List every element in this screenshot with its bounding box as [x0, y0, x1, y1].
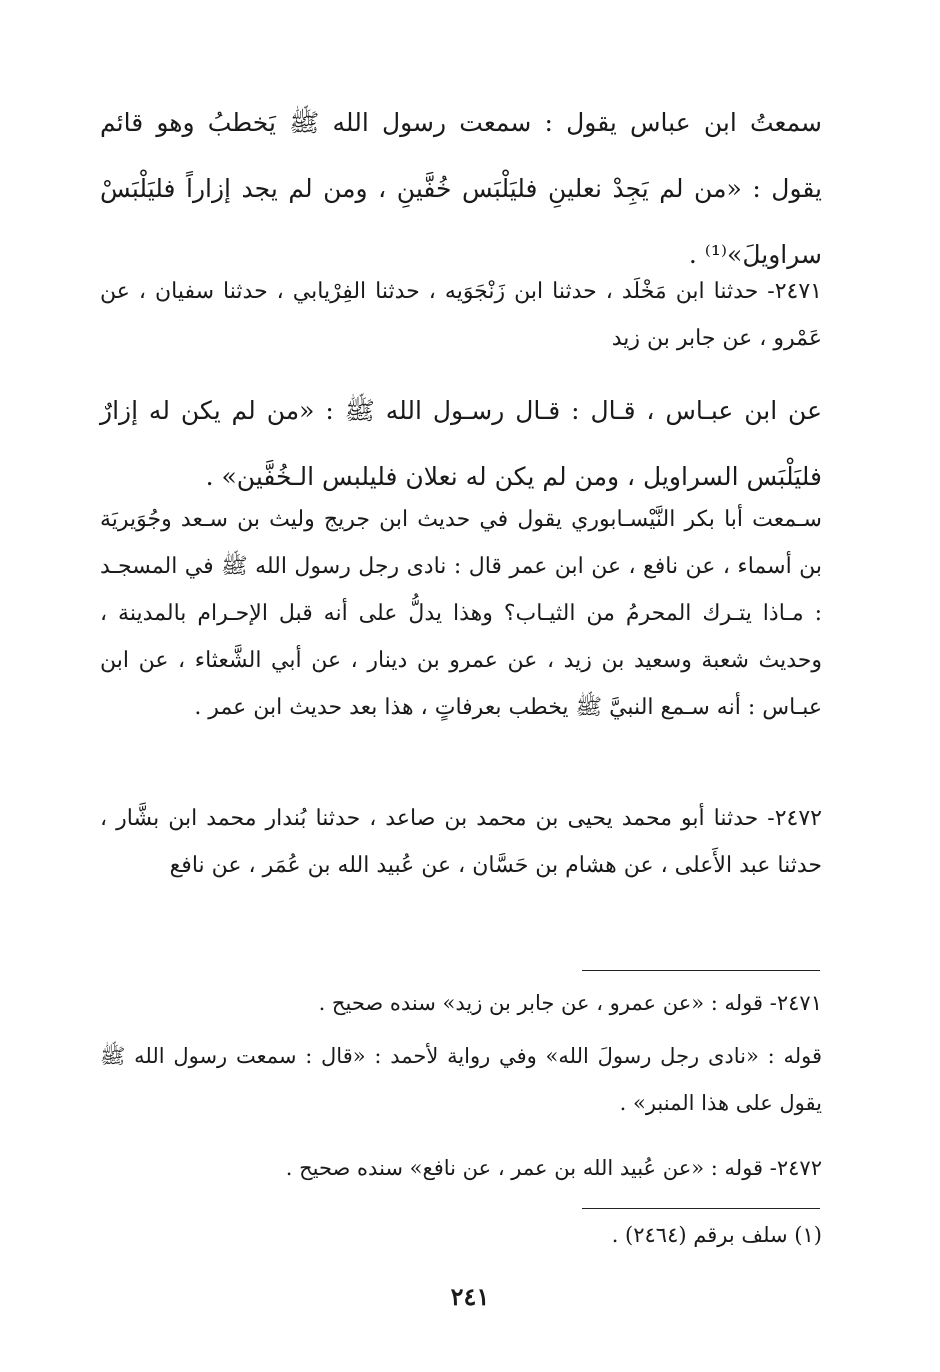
- paragraph-isnad-2471: ٢٤٧١- حدثنا ابن مَخْلَد ، حدثنا ابن زَنْجَوَيه ، حدثنا الفِرْيابي ، حدثنا سفيان ، عن عَمْرو ، عن جابر بن زيد: [100, 279, 822, 351]
- note-2471: ٢٤٧١- قوله : «عن عمرو ، عن جابر بن زيد» سنده صحيح .: [318, 991, 822, 1015]
- paragraph-commentary: سـمعت أبا بكر النَّيْسـابوري يقول في حديث ابن جريج وليث بن سـعد وجُوَيريَة بن أسماء ، عن نافع ، عن ابن عمر قال : نادى رجل رسول الله ﷺ في المسجـد : مـاذا يتـرك المحرمُ من الثيـاب؟ وهذا يدلُّ على أنه قبل الإحـرام بالمدينة ، وحديث شعبة وسعيد بن زيد ، عن عمرو بن دينار ، عن أبي الشَّعثاء ، عن ابن عبـاس : أنه سـمع النبيَّ ﷺ يخطب بعرفاتٍ ، هذا بعد حديث ابن عمر .: [100, 507, 822, 720]
- paragraph-hadith-matn-2471: عن ابن عبـاس ، قـال : قـال رسـول الله ﷺ : «من لم يكن له إزارٌ فليَلْبَس السراويل ، ومن لم يكن له نعلان فليلبس الـخُفَّين» .: [100, 396, 822, 491]
- paragraph-isnad-2472: ٢٤٧٢- حدثنا أبو محمد يحيى بن محمد بن صاعد ، حدثنا بُندار محمد ابن بشَّار ، حدثنا عبد الأَعلى ، عن هشام بن حَسَّان ، عن عُبيد الله بن عُمَر ، عن نافع: [100, 806, 822, 878]
- footnote-1: (١) سلف برقم (٢٤٦٤) .: [611, 1223, 822, 1247]
- footnote-separator: [582, 1208, 820, 1209]
- note-nada-rajul: قوله : «نادى رجل رسولَ الله» وفي رواية لأحمد : «قال : سمعت رسول الله ﷺ يقول على هذا المنبر» .: [100, 1044, 822, 1115]
- paragraph-hadith-text: سمعتُ ابن عباس يقول : سمعت رسول الله ﷺ يَخطبُ وهو قائم يقول : «من لم يَجِدْ نعلينِ فليَلْبَس خُفَّينِ ، ومن لم يجد إزاراً فليَلْبَسْ سراويلَ»⁽¹⁾ .: [100, 108, 822, 269]
- notes-separator: [582, 970, 820, 971]
- note-2472: ٢٤٧٢- قوله : «عن عُبيد الله بن عمر ، عن نافع» سنده صحيح .: [285, 1156, 822, 1180]
- page-number: ٢٤١: [450, 1282, 490, 1311]
